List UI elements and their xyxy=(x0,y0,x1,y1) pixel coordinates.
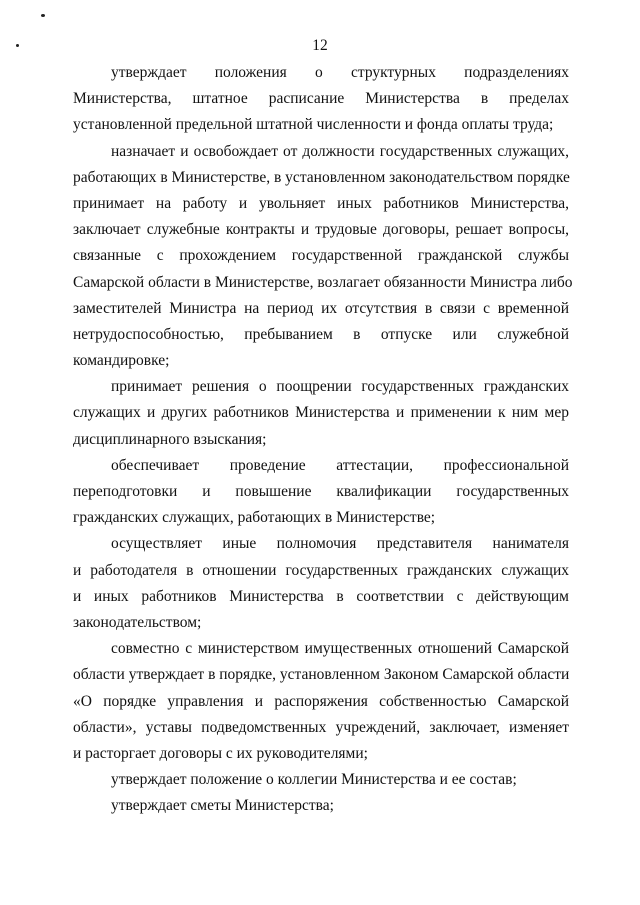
text-line: утверждает положения о структурных подразделениях xyxy=(111,64,569,81)
text-line: и иных работников Министерства в соответствии с действующим xyxy=(73,587,569,605)
text-line: заместителей Министра на период их отсутствия в связи с временной xyxy=(73,299,569,317)
document-body xyxy=(73,60,573,819)
text-line: связанные с прохождением государственной гражданской службы xyxy=(73,247,569,265)
text-line: совместно с министерством имущественных отношений Самарской xyxy=(111,640,569,658)
paragraph xyxy=(73,636,569,767)
text-line: Самарской области в Министерстве, возлагает обязанности Министра либо xyxy=(73,273,573,291)
text-line: принимает на работу и увольняет иных работников Министерства, xyxy=(73,194,569,212)
text-line: «О порядке управления и распоряжения собственностью Самарской xyxy=(73,692,569,710)
text-line: утверждает сметы Министерства; xyxy=(111,797,334,815)
text-line: нетрудоспособностью, пребыванием в отпуске или служебной xyxy=(73,325,569,343)
scan-speck xyxy=(41,14,45,17)
text-line: назначает и освобождает от должности государственных служащих, xyxy=(111,142,569,160)
paragraph xyxy=(73,531,569,636)
paragraph xyxy=(73,139,573,375)
paragraph xyxy=(73,793,569,819)
text-line: и работодателя в отношении государственных гражданских служащих xyxy=(73,561,569,579)
text-line: командировке; xyxy=(73,352,170,370)
page-number: 12 xyxy=(312,37,328,54)
paragraph xyxy=(73,60,569,139)
text-line: утверждает положение о коллегии Министерства и ее состав; xyxy=(111,771,517,789)
text-line: переподготовки и повышение квалификации государственных xyxy=(73,483,569,500)
text-line: принимает решения о поощрении государственных гражданских xyxy=(111,378,569,396)
paragraph xyxy=(73,453,569,532)
paragraph xyxy=(73,374,569,453)
text-line: установленной предельной штатной численности и фонда оплаты труда; xyxy=(73,116,554,134)
text-line: дисциплинарного взыскания; xyxy=(73,430,267,448)
text-line: области», уставы подведомственных учреждений, заключает, изменяет xyxy=(73,718,569,736)
text-line: законодательством; xyxy=(73,613,202,631)
text-line: осуществляет иные полномочия представителя нанимателя xyxy=(111,535,569,553)
text-line: области утверждает в порядке, установленном Законом Самарской области xyxy=(73,666,570,684)
text-line: работающих в Министерстве, в установленном законодательством порядке xyxy=(73,168,570,186)
text-line: служащих и других работников Министерства и применении к ним мер xyxy=(73,404,569,422)
text-line: обеспечивает проведение аттестации, профессиональной xyxy=(111,456,569,474)
text-line: заключает служебные контракты и трудовые договоры, решает вопросы, xyxy=(73,221,569,239)
text-line: гражданских служащих, работающих в Министерстве; xyxy=(73,509,436,527)
text-line: Министерства, штатное расписание Министерства в пределах xyxy=(73,90,569,108)
text-line: и расторгает договоры с их руководителями; xyxy=(73,744,368,762)
paragraph xyxy=(73,767,569,793)
